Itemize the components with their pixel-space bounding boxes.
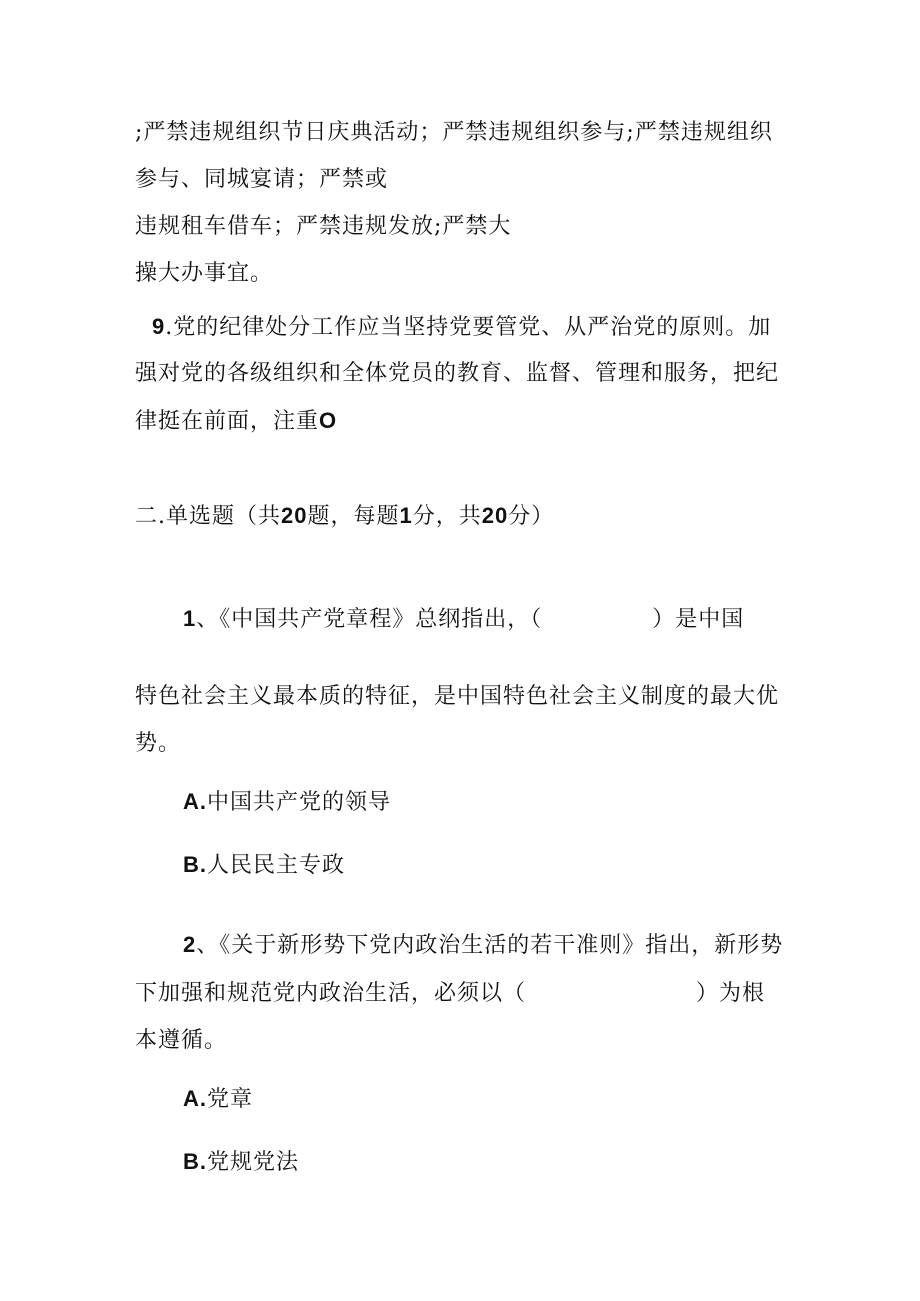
question-text: ）是中国: [652, 607, 745, 632]
option-text: 人民民主专政: [207, 853, 346, 878]
option-a: [183, 1084, 253, 1115]
question-2-line: [183, 930, 783, 961]
heading-text: 题，每题: [307, 504, 400, 529]
section-heading: [135, 501, 554, 532]
option-text: 党规党法: [207, 1150, 300, 1175]
question-text: 本遵循。: [135, 1028, 228, 1053]
question-text: 下加强和规范党内政治生活，必须以（: [135, 981, 527, 1006]
question-1-line: [135, 682, 779, 712]
heading-text: 分，共: [412, 504, 482, 529]
option-a: [183, 787, 391, 818]
heading-text: 分）: [508, 504, 555, 529]
item-9-line: [135, 359, 779, 389]
question-text: 势。: [135, 731, 182, 756]
item-9-line: [152, 312, 771, 343]
option-b: [183, 1147, 299, 1178]
option-letter: A.: [183, 789, 207, 814]
item-text: .党的纪律处分工作应当坚持党要管党、从严治党的原则。加: [165, 315, 772, 340]
paragraph-text: 参与、同城宴请；严禁或: [135, 167, 389, 192]
paragraph-line: [135, 165, 388, 195]
option-letter: B.: [183, 852, 207, 877]
option-b: [183, 850, 345, 881]
question-text: 、《中国共产党章程》总纲指出，（: [196, 607, 543, 632]
paragraph-line: [135, 118, 773, 148]
question-1-line: [135, 729, 181, 759]
question-number: 1: [183, 606, 197, 631]
item-text: 强对党的各级组织和全体党员的教育、监督、管理和服务，把纪: [135, 361, 780, 386]
heading-text: 二.单选题（共: [135, 504, 281, 529]
question-count: 20: [281, 503, 308, 528]
item-number: 9: [152, 314, 166, 339]
item-9-line: [135, 406, 337, 437]
points-each: 1: [399, 503, 413, 528]
question-text: ）为根: [696, 981, 766, 1006]
question-text: 、《关于新形势下党内政治生活的若干准则》指出，新形势: [196, 933, 784, 958]
item-text: 律挺在前面，注重: [135, 409, 320, 434]
paragraph-line: [135, 259, 273, 289]
option-letter: A.: [183, 1086, 207, 1111]
question-1-line: [183, 604, 744, 635]
item-text-end: O: [319, 408, 338, 433]
question-2-line: [135, 1026, 227, 1056]
paragraph-text: 操大办事宜。: [135, 261, 274, 286]
question-text: 特色社会主义最本质的特征，是中国特色社会主义制度的最大优: [135, 684, 780, 709]
option-text: 党章: [207, 1087, 254, 1112]
paragraph-line: [135, 212, 511, 242]
question-2-line: [135, 979, 765, 1009]
option-letter: B.: [183, 1149, 207, 1174]
option-text: 中国共产党的领导: [207, 790, 392, 815]
paragraph-text: 违规租车借车；严禁违规发放;严禁大: [135, 214, 512, 239]
points-total: 20: [481, 503, 509, 528]
paragraph-text: ;严禁违规组织节日庆典活动；严禁违规组织参与;严禁违规组织: [135, 120, 773, 145]
question-number: 2: [183, 932, 197, 957]
